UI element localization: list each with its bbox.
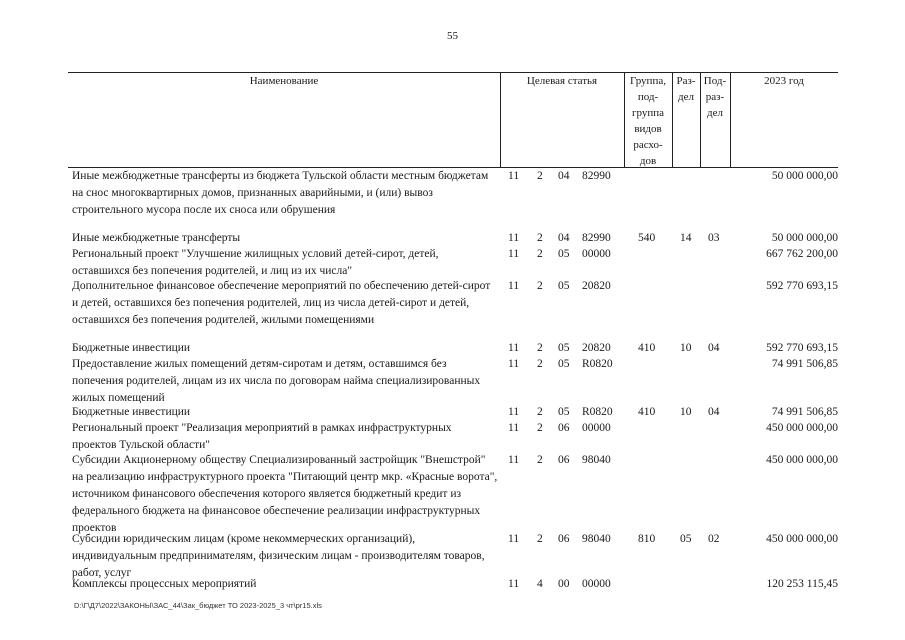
target-article-program: 11 xyxy=(508,248,520,260)
subsection-code: 03 xyxy=(708,232,720,244)
target-article-program: 11 xyxy=(508,358,520,370)
amount-2023: 592 770 693,15 xyxy=(766,280,838,292)
target-article-direction: R0820 xyxy=(582,358,613,370)
target-article-main-activity: 04 xyxy=(558,170,570,182)
amount-2023: 592 770 693,15 xyxy=(766,342,838,354)
header-group: Группа, под- группа видов расхо- дов xyxy=(630,75,666,167)
target-article-main-activity: 05 xyxy=(558,358,570,370)
target-article-main-activity: 05 xyxy=(558,248,570,260)
section-code: 05 xyxy=(680,533,692,545)
target-article-subprogram: 2 xyxy=(537,422,543,434)
target-article-direction: 98040 xyxy=(582,533,611,545)
target-article-direction: 82990 xyxy=(582,232,611,244)
header-subsection: Под- раз- дел xyxy=(703,75,727,119)
row-name: Субсидии Акционерному обществу Специализированный застройщик "Внешстрой" на реализацию инфраструктурного проекта "Питающий центр мкр. «Красные ворота", источником финансового обеспечения которого является бюджетный кредит из федерального бюджета на финансовое обеспечение реализации инфраструктурных проектов xyxy=(72,454,498,534)
amount-2023: 50 000 000,00 xyxy=(771,170,838,182)
target-article-main-activity: 04 xyxy=(558,232,570,244)
amount-2023: 450 000 000,00 xyxy=(766,422,838,434)
table-header xyxy=(68,72,838,168)
target-article-program: 11 xyxy=(508,422,520,434)
amount-2023: 50 000 000,00 xyxy=(771,232,838,244)
target-article-direction: 00000 xyxy=(582,578,611,590)
row-name: Региональный проект "Улучшение жилищных условий детей-сирот, детей, оставшихся без попечения родителей, и лиц из их числа" xyxy=(72,248,439,277)
subsection-code: 04 xyxy=(708,406,720,418)
section-code: 14 xyxy=(680,232,692,244)
target-article-program: 11 xyxy=(508,280,520,292)
target-article-program: 11 xyxy=(508,533,520,545)
target-article-main-activity: 06 xyxy=(558,422,570,434)
target-article-program: 11 xyxy=(508,406,520,418)
target-article-main-activity: 06 xyxy=(558,454,570,466)
target-article-subprogram: 2 xyxy=(537,232,543,244)
expense-group: 810 xyxy=(638,533,656,545)
target-article-program: 11 xyxy=(508,170,520,182)
row-name: Комплексы процессных мероприятий xyxy=(72,578,257,590)
target-article-subprogram: 2 xyxy=(537,342,543,354)
amount-2023: 74 991 506,85 xyxy=(771,406,838,418)
target-article-direction: 00000 xyxy=(582,248,611,260)
target-article-subprogram: 2 xyxy=(537,170,543,182)
target-article-subprogram: 2 xyxy=(537,454,543,466)
target-article-subprogram: 2 xyxy=(537,248,543,260)
amount-2023: 120 253 115,45 xyxy=(766,578,838,590)
amount-2023: 450 000 000,00 xyxy=(766,533,838,545)
row-name: Бюджетные инвестиции xyxy=(72,406,191,418)
target-article-main-activity: 00 xyxy=(558,578,570,590)
target-article-direction: R0820 xyxy=(582,406,613,418)
target-article-subprogram: 4 xyxy=(537,578,543,590)
row-name: Предоставление жилых помещений детям-сиротам и детям, оставшимся без попечения родителей, лицам из их числа по договорам найма специализированных жилых помещений xyxy=(72,358,481,404)
target-article-main-activity: 05 xyxy=(558,280,570,292)
target-article-direction: 20820 xyxy=(582,342,611,354)
header-target-article: Целевая статья xyxy=(526,75,598,87)
target-article-main-activity: 05 xyxy=(558,406,570,418)
amount-2023: 667 762 200,00 xyxy=(766,248,838,260)
target-article-program: 11 xyxy=(508,342,520,354)
expense-group: 410 xyxy=(638,406,656,418)
target-article-direction: 20820 xyxy=(582,280,611,292)
row-name: Иные межбюджетные трансферты из бюджета Тульской области местным бюджетам на снос многоквартирных домов, признанных аварийными, и (или) вывоз строительного мусора после их сноса или обрушения xyxy=(72,170,489,216)
row-name: Дополнительное финансовое обеспечение мероприятий по обеспечению детей-сирот и детей, оставшихся без попечения родителей, лиц из числа детей-сирот и детей, оставшихся без попечения родителей, жилыми помещениями xyxy=(72,280,491,326)
target-article-direction: 82990 xyxy=(582,170,611,182)
expense-group: 410 xyxy=(638,342,656,354)
target-article-program: 11 xyxy=(508,578,520,590)
target-article-main-activity: 05 xyxy=(558,342,570,354)
target-article-program: 11 xyxy=(508,232,520,244)
target-article-direction: 98040 xyxy=(582,454,611,466)
target-article-subprogram: 2 xyxy=(537,406,543,418)
header-year: 2023 год xyxy=(764,75,804,87)
row-name: Иные межбюджетные трансферты xyxy=(72,232,241,244)
target-article-direction: 00000 xyxy=(582,422,611,434)
file-path: D:\Г\Д7\2022\ЗАКОНЫ\ЗАС_44\Зак_бюджет ТО 2023-2025_3 чт\pr15.xls xyxy=(74,601,322,610)
row-name: Региональный проект "Реализация мероприятий в рамках инфраструктурных проектов Тульской области" xyxy=(72,422,452,451)
row-name: Бюджетные инвестиции xyxy=(72,342,191,354)
page-number: 55 xyxy=(447,30,458,42)
target-article-subprogram: 2 xyxy=(537,533,543,545)
section-code: 10 xyxy=(680,342,692,354)
target-article-program: 11 xyxy=(508,454,520,466)
header-name: Наименование xyxy=(249,75,319,87)
target-article-main-activity: 06 xyxy=(558,533,570,545)
target-article-subprogram: 2 xyxy=(537,280,543,292)
amount-2023: 74 991 506,85 xyxy=(771,358,838,370)
expense-group: 540 xyxy=(638,232,656,244)
target-article-subprogram: 2 xyxy=(537,358,543,370)
amount-2023: 450 000 000,00 xyxy=(766,454,838,466)
row-name: Субсидии юридическим лицам (кроме некоммерческих организаций), индивидуальным предпринимателям, физическим лицам - производителям товаров, работ, услуг xyxy=(72,533,485,579)
section-code: 10 xyxy=(680,406,692,418)
subsection-code: 02 xyxy=(708,533,720,545)
header-section: Раз- дел xyxy=(676,75,696,103)
subsection-code: 04 xyxy=(708,342,720,354)
